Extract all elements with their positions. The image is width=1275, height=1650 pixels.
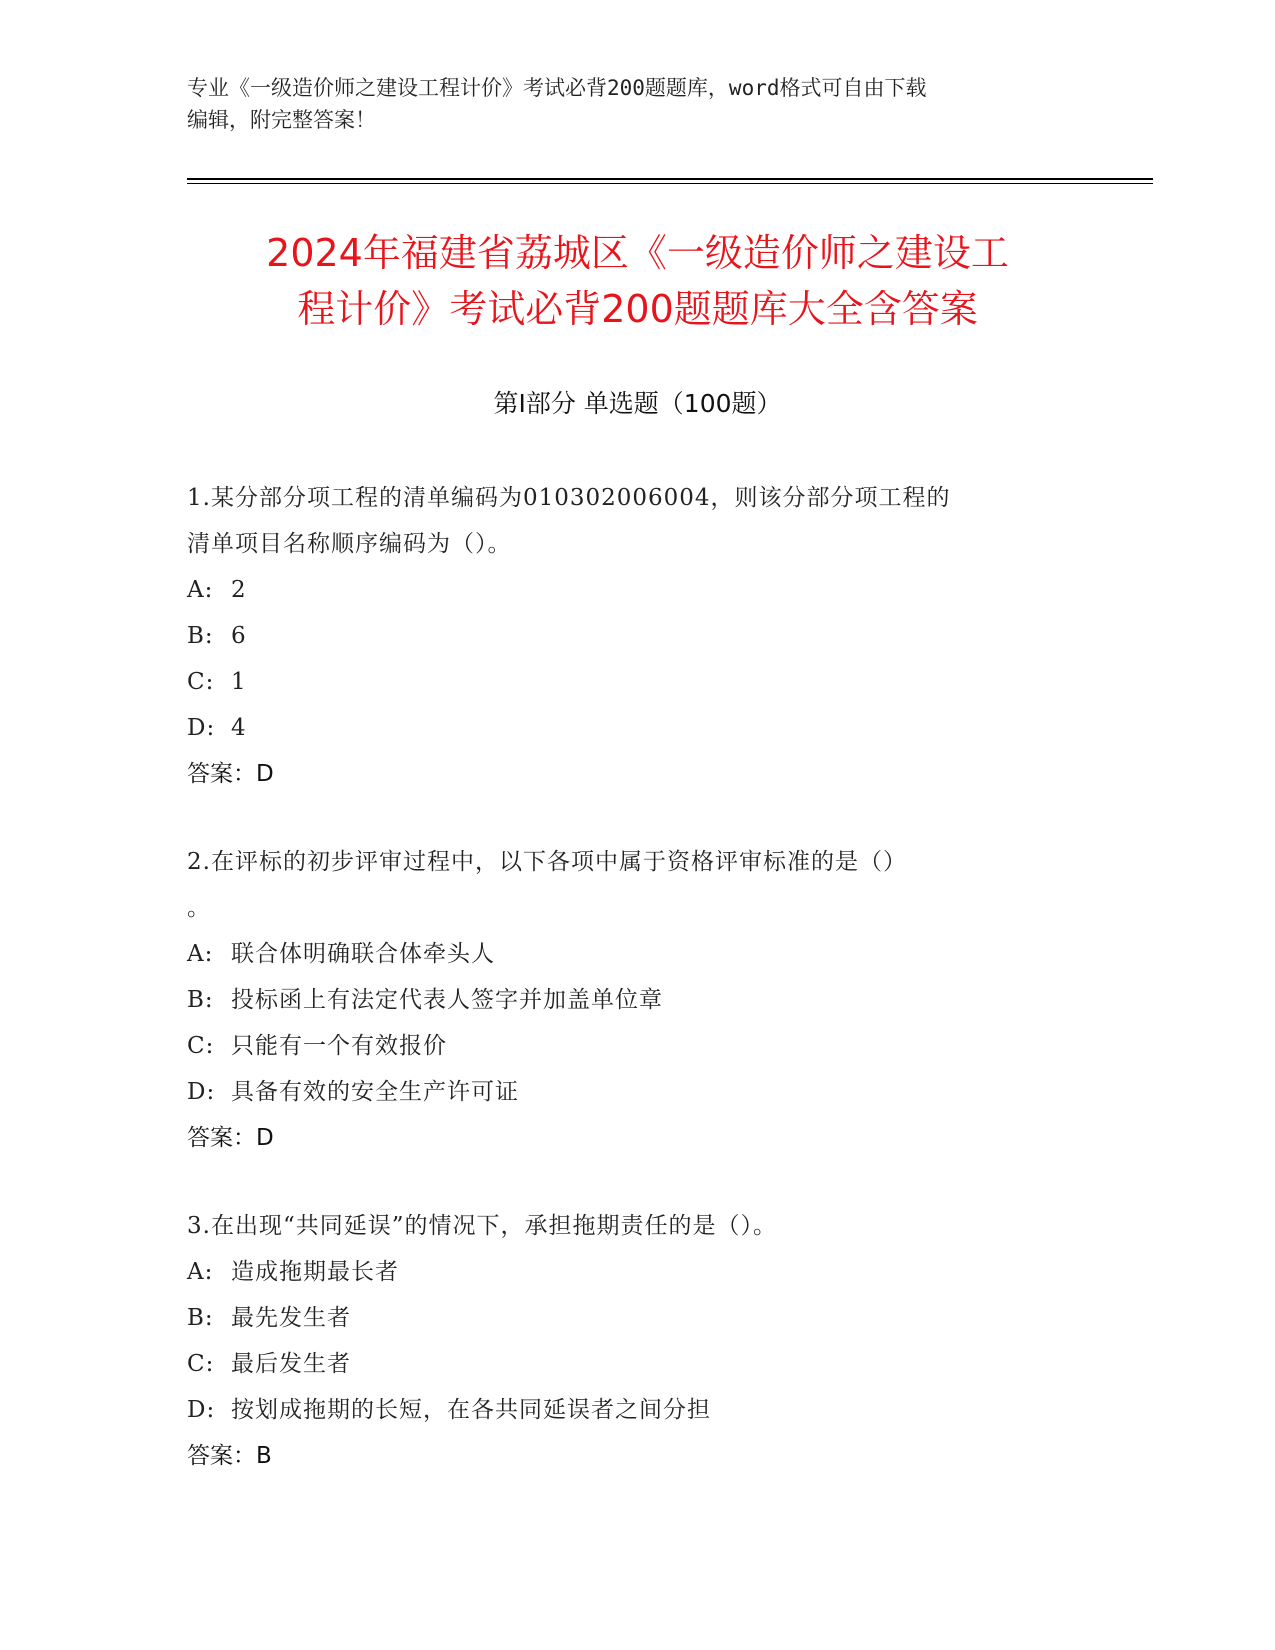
question-3	[187, 1203, 1087, 1479]
option-letter: A:	[187, 577, 214, 603]
option-text: 最后发生者	[231, 1351, 351, 1377]
option-letter: D:	[187, 1397, 216, 1423]
option-b	[187, 613, 1087, 659]
option-letter: B:	[187, 987, 214, 1013]
answer-line: 答案：B	[187, 1443, 272, 1469]
option-text: 造成拖期最长者	[231, 1259, 399, 1285]
option-text: 只能有一个有效报价	[231, 1033, 447, 1059]
question-stem: 2.在评标的初步评审过程中，以下各项中属于资格评审标准的是（）	[187, 849, 907, 875]
option-letter: C:	[187, 669, 215, 695]
option-text: 按划成拖期的长短，在各共同延误者之间分担	[231, 1397, 711, 1423]
answer-line: 答案：D	[187, 761, 274, 787]
option-text: 2	[231, 577, 247, 603]
question-stem: 3.在出现“共同延误”的情况下，承担拖期责任的是（）。	[187, 1213, 777, 1239]
option-text: 4	[231, 715, 247, 741]
option-b	[187, 1295, 1087, 1341]
option-letter: C:	[187, 1351, 215, 1377]
option-b	[187, 977, 1087, 1023]
option-c	[187, 659, 1087, 705]
option-text: 6	[231, 623, 247, 649]
option-a	[187, 567, 1087, 613]
header-note-line-2: 编辑，附完整答案！	[187, 108, 376, 132]
question-spacer	[187, 1161, 1087, 1203]
option-d	[187, 1387, 1087, 1433]
option-text: 联合体明确联合体牵头人	[231, 941, 495, 967]
question-spacer	[187, 797, 1087, 839]
option-text: 具备有效的安全生产许可证	[231, 1079, 519, 1105]
option-letter: B:	[187, 1305, 214, 1331]
option-letter: A:	[187, 1259, 214, 1285]
document-title	[150, 225, 1125, 337]
option-letter: A:	[187, 941, 214, 967]
question-1	[187, 475, 1087, 797]
header-divider-thin	[187, 183, 1153, 184]
option-text: 投标函上有法定代表人签字并加盖单位章	[231, 987, 663, 1013]
question-stem-continued: 清单项目名称顺序编码为（）。	[187, 531, 512, 557]
header-divider-thick	[187, 178, 1153, 180]
section-heading: 第Ⅰ部分 单选题（100题）	[493, 389, 782, 418]
option-letter: D:	[187, 715, 216, 741]
option-c	[187, 1341, 1087, 1387]
question-stem-continued: 。	[187, 895, 211, 921]
option-a	[187, 1249, 1087, 1295]
question-list	[187, 475, 1087, 1479]
answer-line: 答案：D	[187, 1125, 274, 1151]
option-text: 1	[231, 669, 247, 695]
option-c	[187, 1023, 1087, 1069]
option-letter: D:	[187, 1079, 216, 1105]
option-d	[187, 1069, 1087, 1115]
option-letter: B:	[187, 623, 214, 649]
question-2	[187, 839, 1087, 1161]
document-title-line-1: 2024年福建省荔城区《一级造价师之建设工	[266, 231, 1009, 275]
header-note-line-1: 专业《一级造价师之建设工程计价》考试必背200题题库，word格式可自由下载	[187, 76, 927, 100]
document-title-line-2: 程计价》考试必背200题题库大全含答案	[297, 287, 978, 331]
option-letter: C:	[187, 1033, 215, 1059]
question-stem: 1.某分部分项工程的清单编码为010302006004，则该分部分项工程的	[187, 485, 951, 511]
header-note	[187, 72, 1087, 136]
option-text: 最先发生者	[231, 1305, 351, 1331]
option-d	[187, 705, 1087, 751]
option-a	[187, 931, 1087, 977]
